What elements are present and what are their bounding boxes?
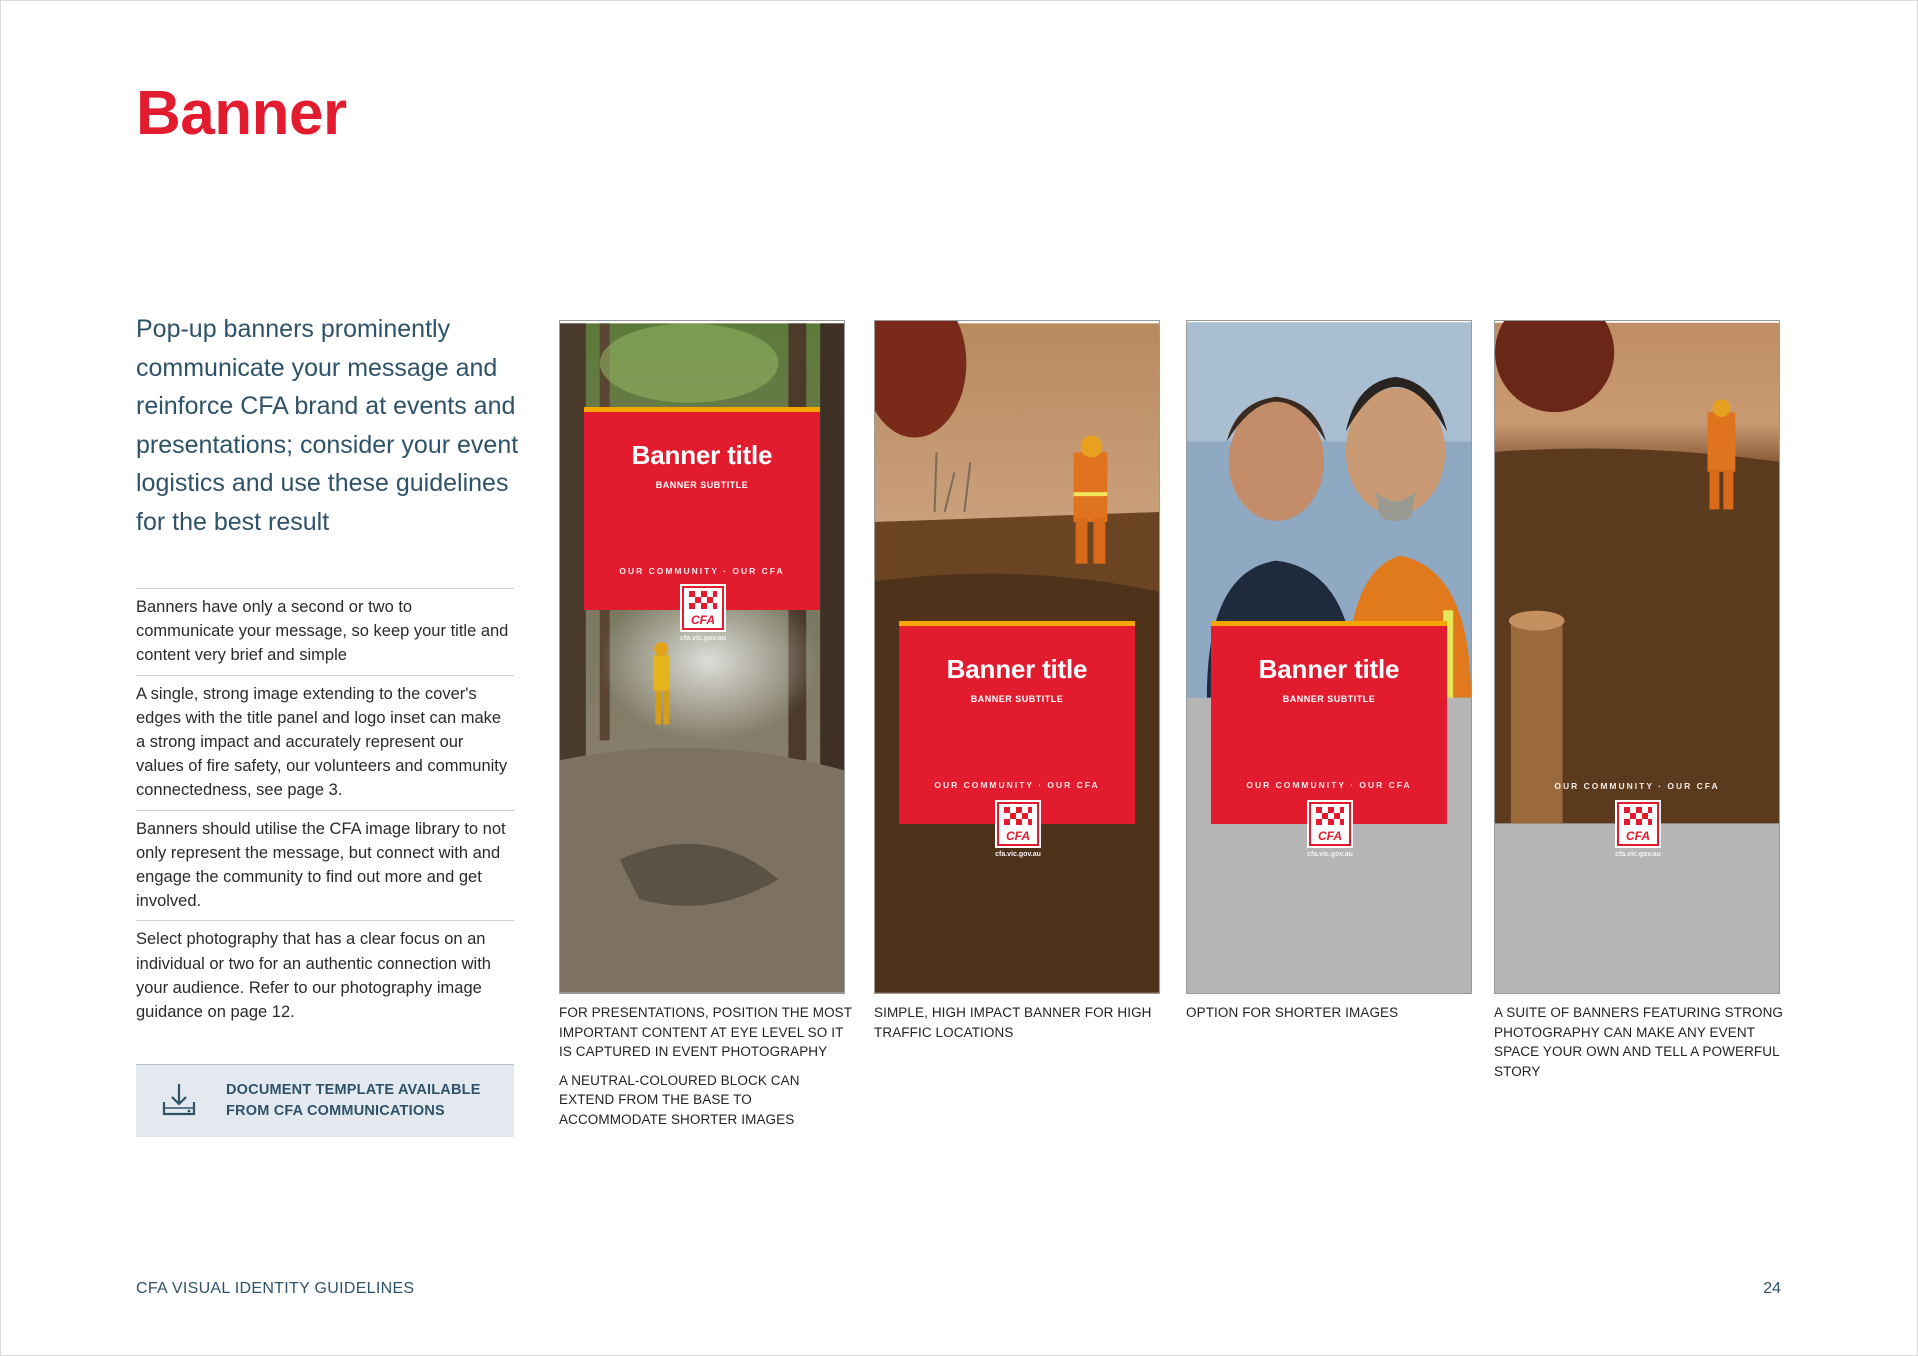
intro-paragraph: Pop-up banners prominently communicate your message and reinforce CFA brand at events and presentations; consider your event logistics and use these guidelines for the best result	[136, 315, 519, 536]
cfa-logo	[994, 799, 1042, 849]
cfa-logo	[1614, 799, 1662, 849]
banner-title: Banner title	[1258, 654, 1400, 684]
banner-url: cfa.vic.gov.au	[1615, 851, 1661, 858]
page-title: Banner	[136, 79, 347, 148]
banner-title: Banner title	[946, 654, 1088, 684]
banner-mockup-portrait	[1186, 320, 1472, 994]
template-note	[226, 1080, 481, 1122]
footer-document-title: CFA VISUAL IDENTITY GUIDELINES	[136, 1280, 415, 1297]
cfa-logo-text: CFA	[1626, 829, 1650, 843]
banner-tagline: OUR COMMUNITY · OUR CFA	[1554, 781, 1720, 791]
template-availability-box[interactable]	[136, 1064, 514, 1137]
banner-url: cfa.vic.gov.au	[1307, 851, 1353, 858]
banner-mockup-field	[874, 320, 1160, 994]
banner-title: Banner title	[631, 440, 773, 470]
banner-subtitle: BANNER SUBTITLE	[655, 480, 749, 490]
banner-subtitle: BANNER SUBTITLE	[1282, 694, 1376, 704]
banner-mockup-photo-only	[1494, 320, 1780, 994]
banner-tagline: OUR COMMUNITY · OUR CFA	[1246, 780, 1412, 790]
banner-url: cfa.vic.gov.au	[680, 635, 726, 642]
caption-text: FOR PRESENTATIONS, POSITION THE MOST IMPORTANT CONTENT AT EYE LEVEL SO IT IS CAPTURED IN EVENT PHOTOGRAPHY	[559, 1005, 852, 1060]
guideline-item: Banners should utilise the CFA image library to not only represent the message, but connect with and engage the community to find out more and get involved.	[136, 810, 514, 921]
banner-title-panel	[1211, 621, 1447, 824]
banner-caption	[559, 1003, 855, 1139]
guideline-item: A single, strong image extending to the cover's edges with the title panel and logo inset can make a strong impact and accurately represent our values of fire safety, our volunteers and community connectedness, see page 3.	[136, 675, 514, 810]
cfa-logo	[679, 583, 727, 633]
template-note-line1: DOCUMENT TEMPLATE AVAILABLE	[226, 1082, 481, 1098]
cfa-logo-text: CFA	[1318, 829, 1342, 843]
caption-text: A NEUTRAL-COLOURED BLOCK CAN EXTEND FROM THE BASE TO ACCOMMODATE SHORTER IMAGES	[559, 1072, 800, 1127]
cfa-logo-text: CFA	[1006, 829, 1030, 843]
banner-caption	[1186, 1003, 1476, 1032]
banner-title-panel	[899, 621, 1135, 824]
page-number: 24	[1763, 1280, 1781, 1297]
banner-title-panel	[584, 407, 820, 610]
banner-caption	[874, 1003, 1164, 1051]
guideline-item: Banners have only a second or two to communicate your message, so keep your title and content very brief and simple	[136, 588, 514, 675]
guideline-item: Select photography that has a clear focus on an individual or two for an authentic connection with your audience. Refer to our photography image guidance on page 12.	[136, 920, 514, 1031]
banner-tagline: OUR COMMUNITY · OUR CFA	[619, 566, 785, 576]
banner-url: cfa.vic.gov.au	[995, 851, 1041, 858]
cfa-logo-text: CFA	[691, 613, 715, 627]
caption-text: A SUITE OF BANNERS FEATURING STRONG PHOTOGRAPHY CAN MAKE ANY EVENT SPACE YOUR OWN AND TELL A POWERFUL STORY	[1494, 1005, 1784, 1079]
caption-text: SIMPLE, HIGH IMPACT BANNER FOR HIGH TRAFFIC LOCATIONS	[874, 1005, 1152, 1040]
banner-caption	[1494, 1003, 1784, 1090]
banner-tagline: OUR COMMUNITY · OUR CFA	[934, 780, 1100, 790]
caption-text: OPTION FOR SHORTER IMAGES	[1186, 1005, 1399, 1020]
cfa-logo	[1306, 799, 1354, 849]
banner-mockup-forest	[559, 320, 845, 994]
burnt-field-photo	[1495, 321, 1779, 825]
download-tray-icon	[158, 1080, 200, 1122]
template-note-line2: FROM CFA COMMUNICATIONS	[226, 1103, 445, 1119]
banner-subtitle: BANNER SUBTITLE	[970, 694, 1064, 704]
guideline-list	[136, 588, 514, 1031]
